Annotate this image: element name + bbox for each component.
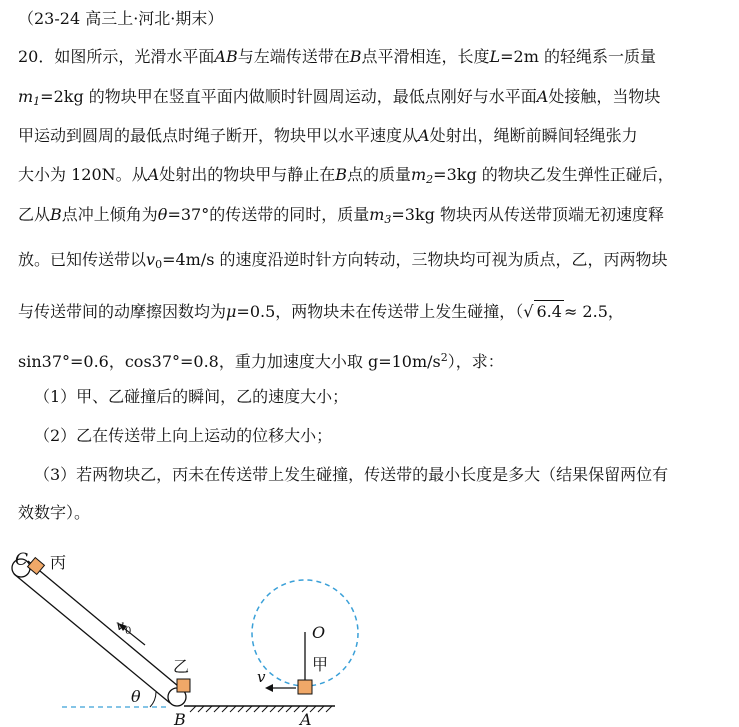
label-yi: 乙	[173, 657, 190, 676]
label-theta: θ	[131, 687, 141, 706]
label-jia: 甲	[312, 655, 329, 674]
question-2: （2）乙在传送带上向上运动的位移大小；	[34, 426, 333, 445]
source-header: （23-24 高三上·河北·期末）	[18, 9, 224, 28]
problem-line-1: 20．如图所示，光滑水平面AB与左端传送带在B点平滑相连，长度L=2m 的轻绳系一质量	[18, 47, 656, 66]
label-v0-sub: 0	[125, 626, 132, 637]
problem-line-6: 放。已知传送带以$v_0=4m/s$ 的速度沿逆时针方向转动，三物块均可视为质点，乙，丙两物块	[18, 250, 668, 271]
question-1: （1）甲、乙碰撞后的瞬间，乙的速度大小；	[34, 387, 349, 406]
problem-line-8: sin37°=0.6，cos37°=0.8，重力加速度大小取 $g=10m/s^2$），求：	[18, 351, 504, 371]
problem-line-7: 与传送带间的动摩擦因数均为μ=0.5，两物块未在传送带上发生碰撞，（√ 6.4 ≈ 2.5，	[18, 302, 624, 321]
label-bing: 丙	[50, 553, 67, 572]
sqrt-symbol: √	[523, 302, 534, 321]
label-B: B	[174, 710, 186, 727]
block-jia	[298, 680, 312, 694]
label-A: A	[300, 710, 312, 727]
v-arrowhead	[265, 684, 273, 692]
physics-figure	[0, 540, 739, 727]
theta-arc	[150, 692, 156, 707]
block-yi	[177, 679, 190, 692]
belt-lower-edge	[28, 561, 184, 691]
problem-line-3: 甲运动到圆周的最低点时绳子断开，物块甲以水平速度从A处射出，绳断前瞬间轻绳张力	[18, 126, 638, 145]
label-C: C	[15, 550, 29, 570]
problem-line-2: $m_1=2kg$ 的物块甲在竖直平面内做顺时针圆周运动，最低点刚好与水平面A处接触，当物块	[18, 87, 661, 108]
label-v0: v	[116, 618, 124, 634]
belt-upper-edge	[14, 574, 170, 703]
label-v: v	[257, 668, 266, 686]
problem-line-5: 乙从B点冲上倾角为θ=37°的传送带的同时，质量$m_3=3kg$ 物块丙从传送带顶端无初速度释	[18, 205, 665, 226]
problem-line-4: 大小为 120N。从A处射出的物块甲与静止在B点的质量$m_2=3kg$ 的物块乙发生弹性正碰后，	[18, 165, 674, 186]
label-O: O	[312, 623, 326, 642]
question-3-line-1: （3）若两物块乙，丙未在传送带上发生碰撞，传送带的最小长度是多大（结果保留两位有	[34, 465, 669, 484]
question-3-line-2: 效数字）。	[18, 503, 91, 522]
